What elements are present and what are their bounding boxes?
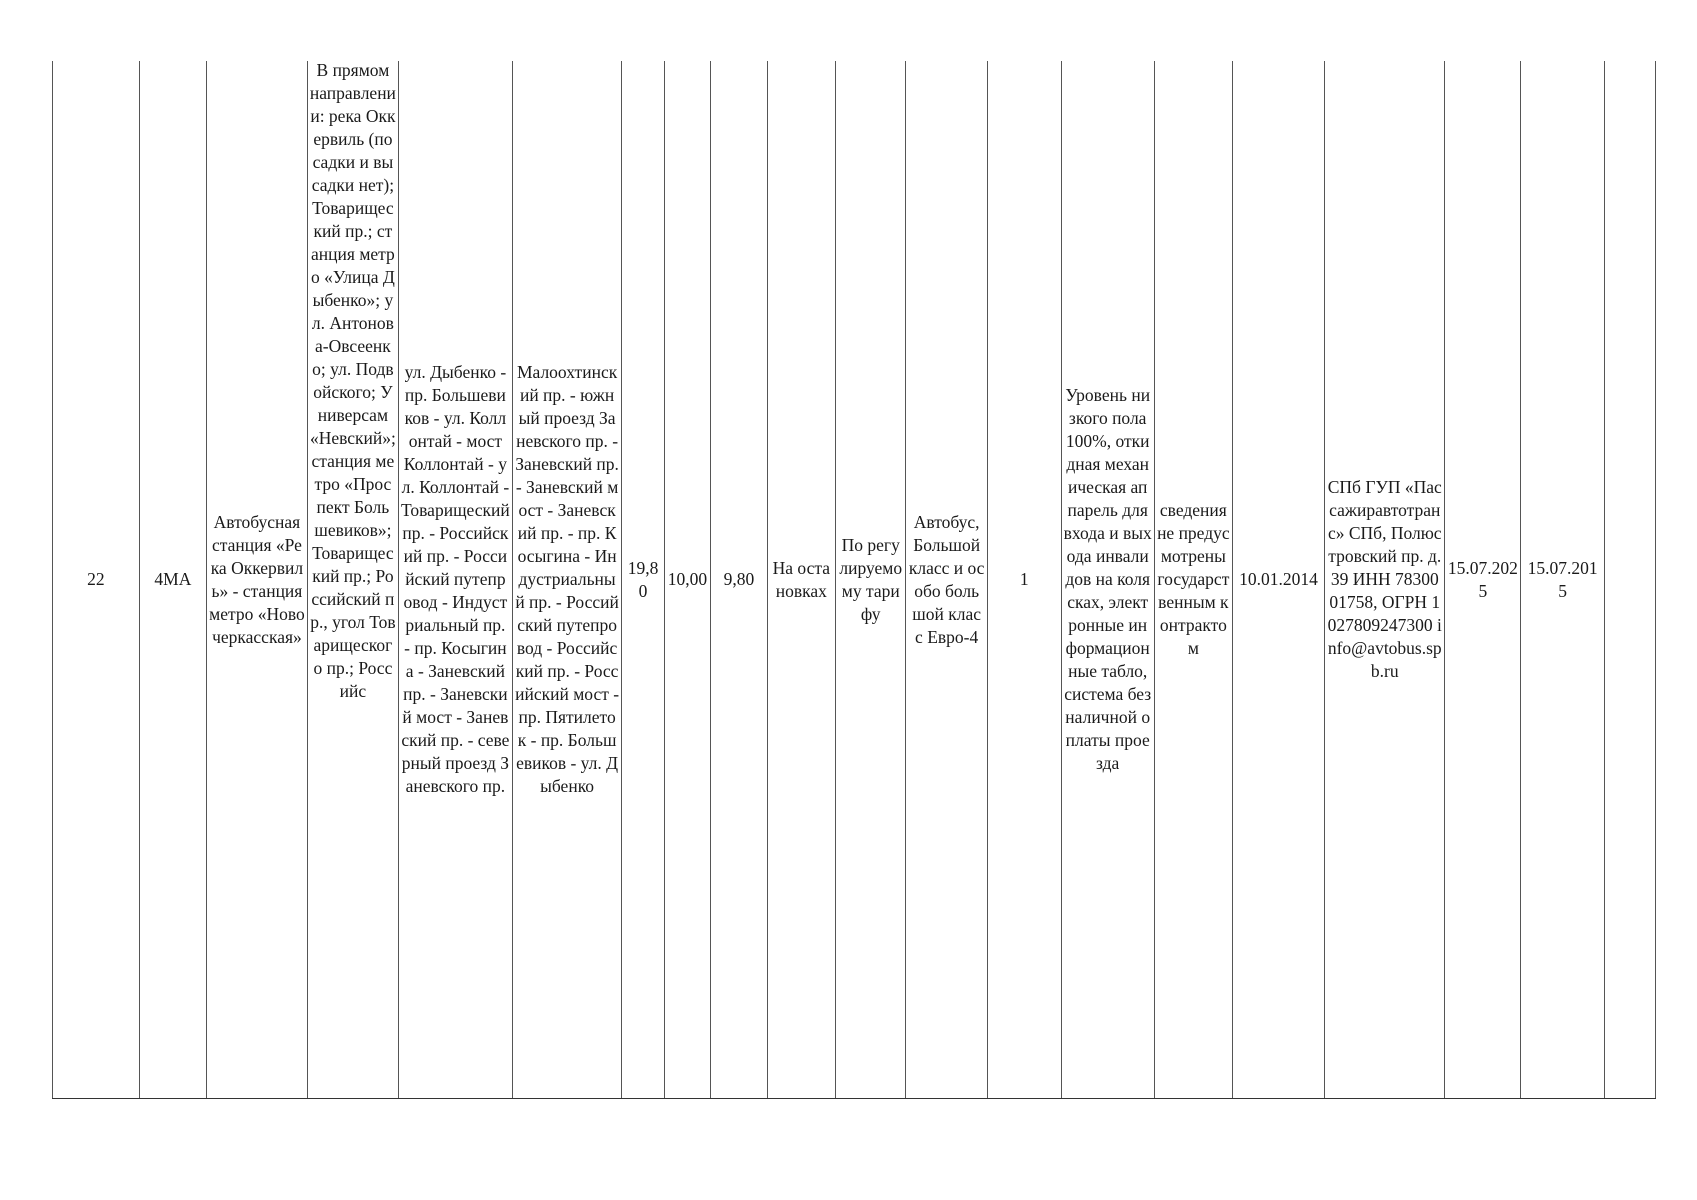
cell-vehicle-count: 1 (987, 61, 1061, 1099)
cell-stops (307, 61, 398, 1099)
table-row (53, 61, 1656, 1099)
cell-length-backward: 10,00 (664, 61, 711, 1099)
cell-route-code: 4МА (139, 61, 206, 1099)
cell-length-forward: 19,80 (622, 61, 664, 1099)
cell-number: 22 (53, 61, 140, 1099)
cell-stop-mode: На остановках (767, 61, 835, 1099)
cell-tariff: По регулируемому тарифу (836, 61, 906, 1099)
cell-start-date: 10.01.2014 (1232, 61, 1324, 1099)
cell-streets-backward: Малоохтинский пр. - южный проезд Заневского пр. - Заневский пр. - Заневский мост - Заневский пр. - пр. Косыгина - Индустриальный пр. - Российский путепровод - Российский пр. - Российский мост - пр. Пятилеток - пр. Большевиков - ул. Дыбенко (512, 61, 622, 1099)
cell-contract: сведения не предусмотрены государственным контрактом (1154, 61, 1232, 1099)
cell-length-total: 9,80 (711, 61, 767, 1099)
document-sheet (52, 61, 1656, 1099)
cell-streets-forward: ул. Дыбенко - пр. Большевиков - ул. Коллонтай - мост Коллонтай - ул. Коллонтай - Товарищеский пр. - Российский пр. - Российский путепровод - Индустриальный пр. - пр. Косыгина - Заневский пр. - Заневский мост - Заневский пр. - северный проезд Заневского пр. (398, 61, 512, 1099)
stops-text: В прямом направлении: река Оккервиль (посадки и высадки нет); Товарищеский пр.; станция метро «Улица Дыбенко»; ул. Антонова-Овсеенко; ул. Подвойского; Универсам «Невский»; станция метро «Проспект Большевиков»; Товарищеский пр.; Российский пр., угол Товарищеского пр.; Российс (309, 61, 396, 701)
cell-route-name: Автобусная станция «Река Оккервиль» - станция метро «Новочеркасская» (207, 61, 308, 1099)
cell-vehicle-features: Уровень низкого пола 100%, откидная механическая аппарель для входа и выхода инвалидов на колясках, электронные информационные табло, система безналичной оплаты проезда (1061, 61, 1154, 1099)
cell-last (1604, 61, 1655, 1099)
cell-date-a: 15.07.2025 (1445, 61, 1521, 1099)
cell-vehicle: Автобус, Большой класс и особо большой класс Евро-4 (906, 61, 987, 1099)
route-register-table (52, 61, 1656, 1099)
cell-carrier: СПб ГУП «Пассажиравтотранс» СПб, Полюстровский пр. д.39 ИНН 7830001758, ОГРН 1027809247300 info@avtobus.spb.ru (1325, 61, 1445, 1099)
cell-date-b: 15.07.2015 (1521, 61, 1605, 1099)
